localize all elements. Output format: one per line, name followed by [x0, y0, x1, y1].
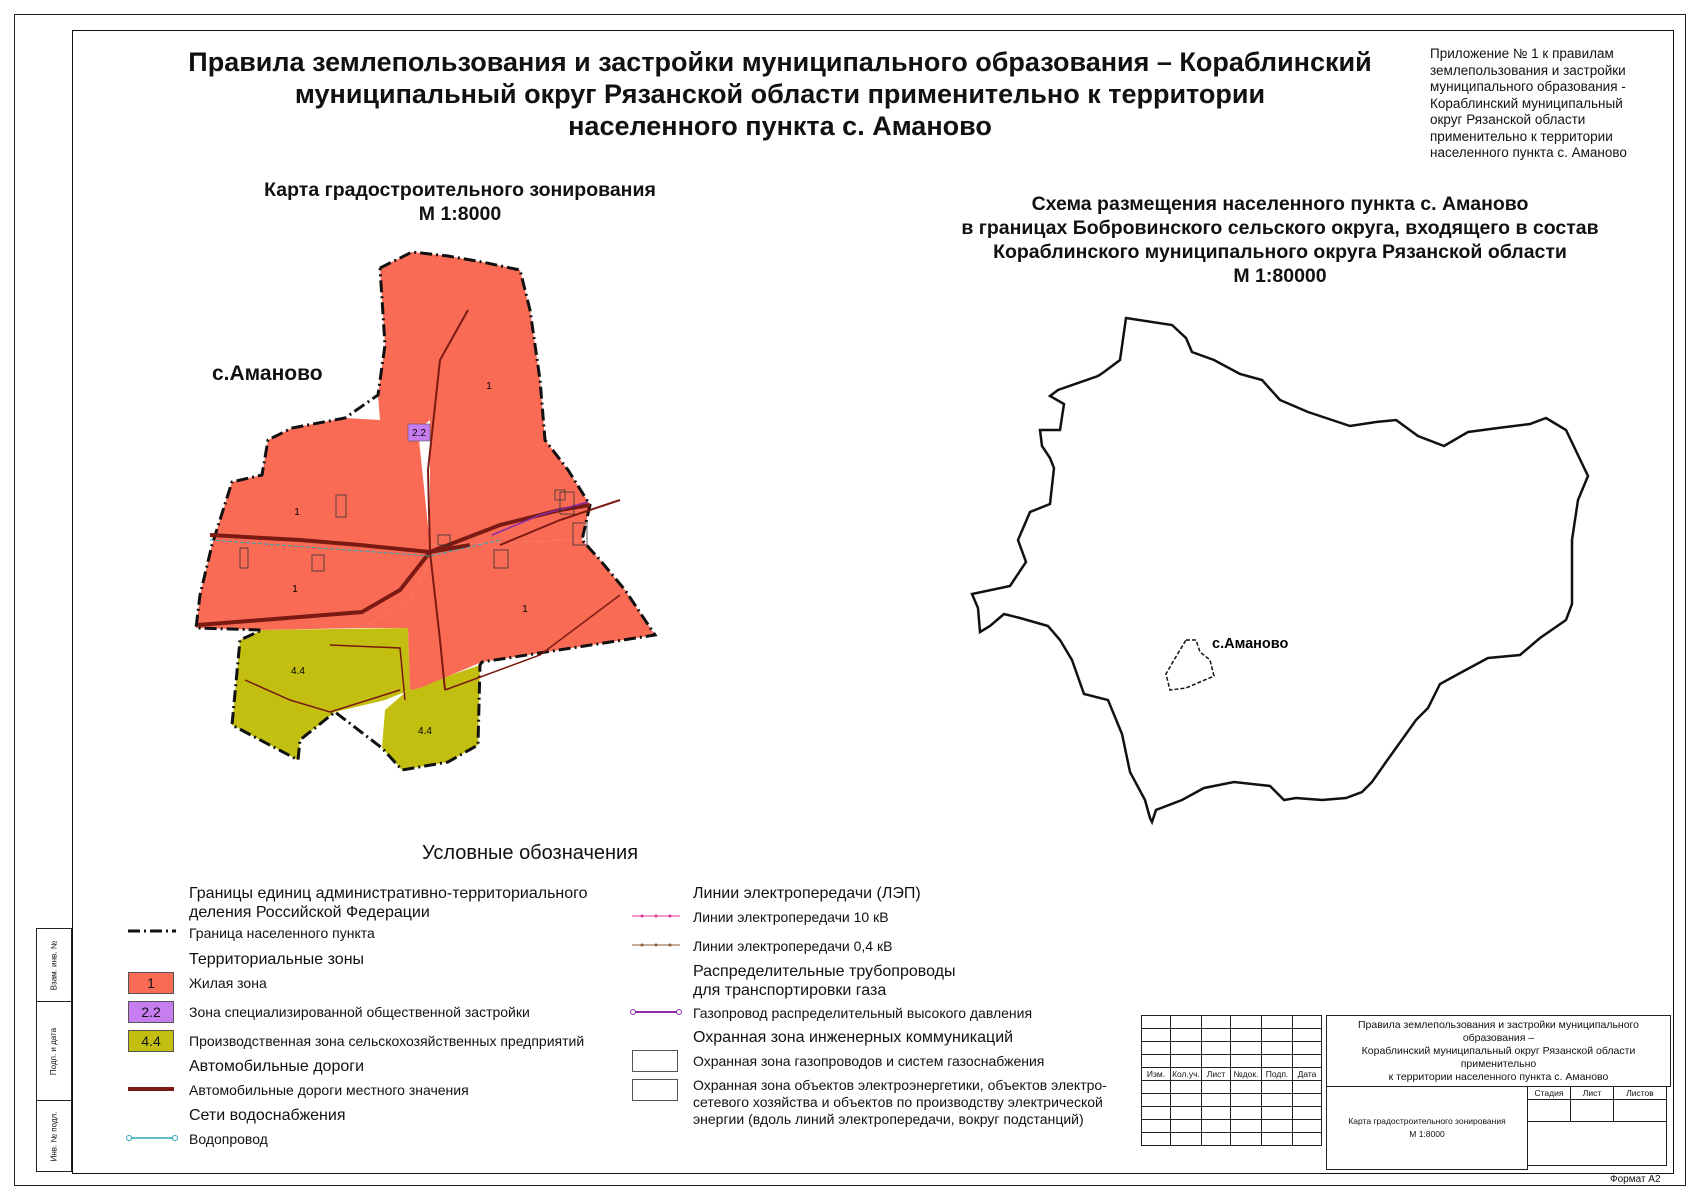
legend-boundary-label: Граница населенного пункта [189, 925, 375, 941]
legend-admin-heading: Границы единиц административно-территориального деления Российской Федерации [189, 885, 588, 921]
legend-zone-1-label: Жилая зона [189, 975, 267, 991]
legend-power-heading: Линии электропередачи (ЛЭП) [693, 885, 921, 902]
stamp-revision-table [1141, 1015, 1322, 1146]
format-label: Формат А2 [1610, 1174, 1661, 1185]
scheme-village-label: с.Аманово [1212, 636, 1289, 652]
stamp-col-label: Изм. [1142, 1068, 1171, 1081]
stamp-sheet-name: Карта градостроительного зонирования М 1:8000 [1326, 1086, 1528, 1170]
legend-water-symbol [126, 1133, 180, 1143]
side-cell-sign-date: Подп. и дата [36, 1001, 72, 1101]
scheme-title: Схема размещения населенного пункта с. Аманово в границах Бобровинского сельского округа, входящего в состав Кораблинского муниципального округа Рязанской области М 1:80000 [961, 193, 1599, 287]
legend-protect-power-swatch [632, 1079, 678, 1101]
legend-power10-symbol [632, 911, 682, 921]
legend-protect-gas-swatch [632, 1050, 678, 1072]
stamp-col-label: Кол.уч. [1172, 1069, 1200, 1079]
legend-zone-2-2-label: Зона специализированной общественной застройки [189, 1004, 530, 1020]
legend-gas-heading: Распределительные трубопроводы для транспортировки газа [693, 963, 956, 999]
title-block [1141, 1015, 1671, 1171]
legend-water-heading: Сети водоснабжения [189, 1107, 346, 1124]
district-outline [972, 318, 1588, 822]
zone-label: 4.4 [291, 666, 305, 677]
zone-1-west [196, 418, 430, 630]
stamp-stage-label: Листов [1614, 1087, 1667, 1100]
legend-zones-heading: Территориальные зоны [189, 951, 365, 968]
legend-gas-label: Газопровод распределительный высокого давления [693, 1005, 1033, 1021]
zoning-map-title: Карта градостроительного зонирования М 1:8000 [264, 179, 656, 225]
stamp-col-label: Дата [1293, 1068, 1322, 1081]
document-title: Правила землепользования и застройки муниципального образования – Кораблинский муниципальный округ Рязанской области применительно к территории населенного пункта с. Аманово [188, 47, 1372, 141]
legend-zone-1-swatch: 1 [128, 972, 174, 994]
zone-label: 1 [486, 381, 492, 392]
legend-zone-4-4-label: Производственная зона сельскохозяйственных предприятий [189, 1033, 585, 1049]
legend-zone-4-4-swatch: 4.4 [128, 1030, 174, 1052]
stamp-stage-label: Лист [1571, 1087, 1614, 1100]
legend-gas-symbol [630, 1007, 684, 1017]
legend-boundary-symbol [128, 926, 178, 936]
zone-label: 1 [294, 507, 300, 518]
side-cell-replace: Взам. инв. № [36, 928, 72, 1002]
stamp-col-label: Подп. [1262, 1068, 1293, 1081]
legend-road-label: Автомобильные дороги местного значения [189, 1082, 469, 1098]
appendix-note: Приложение № 1 к правилам землепользования и застройки муниципального образования - Кораблинский муниципальный округ Рязанской области применительно к территории населенного пункта с. Аманово [1430, 46, 1627, 160]
zone-label: 1 [292, 584, 298, 595]
legend-heading: Условные обозначения [421, 842, 639, 864]
legend-protect-heading: Охранная зона инженерных коммуникаций [693, 1029, 1014, 1046]
stamp-stage-table [1527, 1086, 1667, 1166]
stamp-stage-label: Стадия [1528, 1087, 1571, 1100]
legend-roads-heading: Автомобильные дороги [189, 1058, 365, 1075]
stamp-project-name: Правила землепользования и застройки муниципального образования – Кораблинский муниципальный округ Рязанской области применительно к территории населенного пункта с. Аманово [1326, 1015, 1671, 1087]
legend-power04-label: Линии электропередачи 0,4 кВ [693, 938, 893, 954]
stamp-col-label: Лист [1202, 1068, 1231, 1081]
legend-power04-symbol [632, 940, 682, 950]
legend-protect-gas-label: Охранная зона газопроводов и систем газоснабжения [693, 1053, 1045, 1069]
zone-label: 2.2 [412, 428, 426, 439]
legend-road-symbol [128, 1084, 178, 1094]
legend-protect-power-label: Охранная зона объектов электроэнергетики, объектов электро- сетевого хозяйства и объектов по производству электрической энергии (вдоль линий электропередачи, вокруг подстанций) [693, 1077, 1107, 1127]
stamp-col-label: №док. [1231, 1068, 1262, 1081]
zone-label: 4.4 [418, 726, 432, 737]
legend-zone-2-2-swatch: 2.2 [128, 1001, 174, 1023]
legend-water-label: Водопровод [189, 1131, 268, 1147]
legend-power10-label: Линии электропередачи 10 кВ [693, 909, 889, 925]
side-cell-inventory: Инв. № подл. [36, 1100, 72, 1172]
zone-label: 1 [522, 604, 528, 615]
village-label: с.Аманово [212, 362, 323, 385]
